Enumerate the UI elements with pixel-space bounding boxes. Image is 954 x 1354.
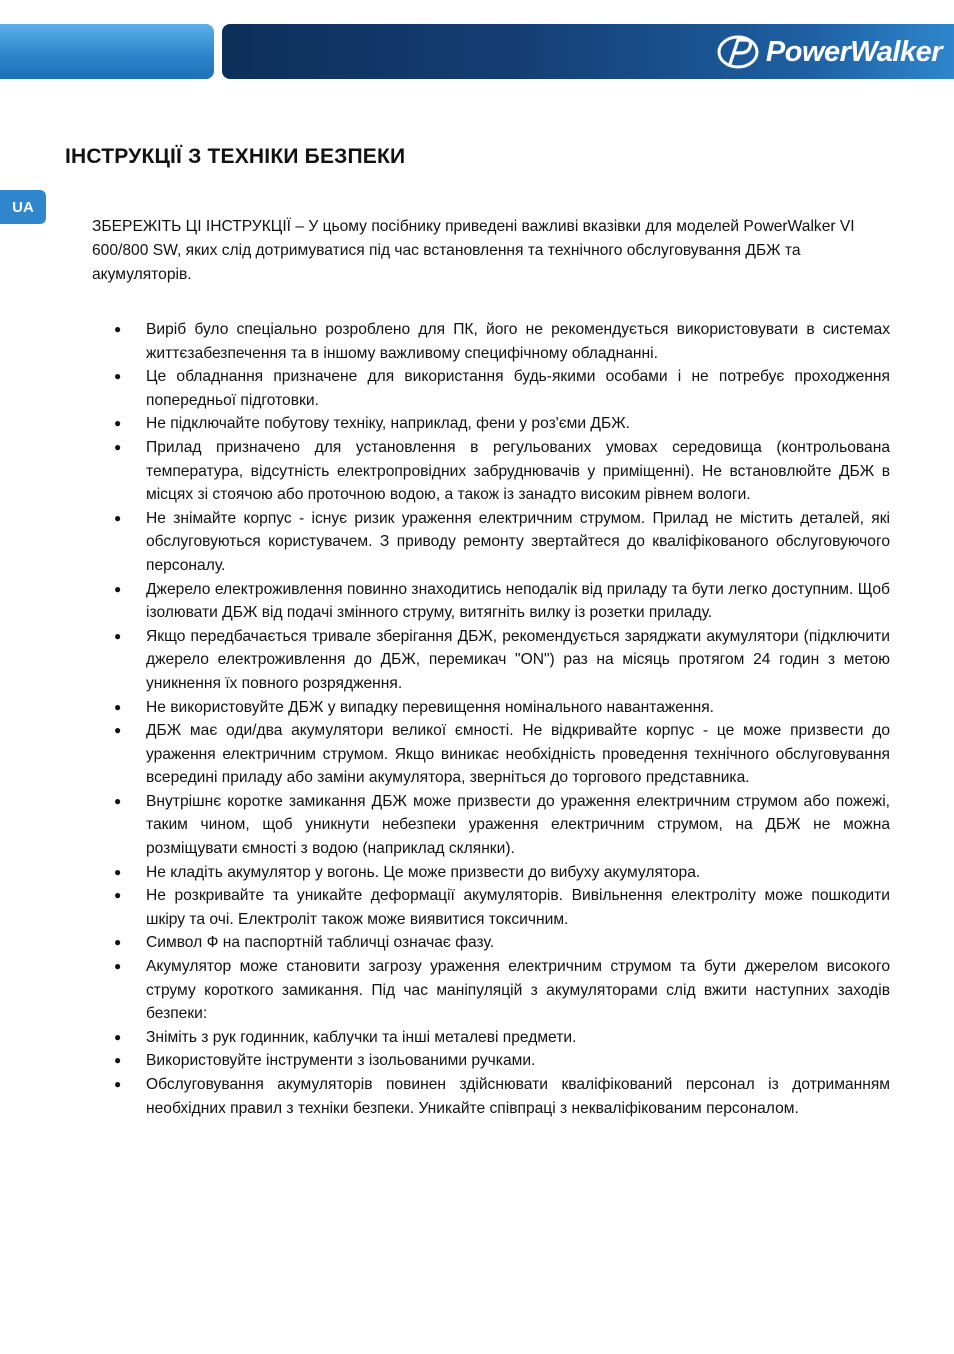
powerwalker-swoosh-icon bbox=[716, 34, 760, 70]
list-item bbox=[92, 1073, 890, 1120]
list-item bbox=[92, 1026, 890, 1050]
list-item-text: Не кладіть акумулятор у вогонь. Це може призвести до вибуху акумулятора. bbox=[146, 863, 701, 881]
bullet-icon: ● bbox=[114, 723, 122, 738]
list-item-text: Внутрішнє коротке замикання ДБЖ може призвести до ураження електричним струмом або пожежі, таким чином, щоб уникнути небезпеки ураження електричним струмом, на ДБЖ не можна розміщувати ємності з водою (наприклад склянки). bbox=[146, 792, 890, 858]
brand-logo bbox=[716, 33, 942, 71]
list-item bbox=[92, 578, 890, 625]
list-item-text: Не розкривайте та уникайте деформації акумуляторів. Вивільнення електроліту може пошкодити шкіру та очі. Електроліт також може виявитися токсичним. bbox=[146, 887, 890, 928]
list-item bbox=[92, 318, 890, 365]
brand-name: PowerWalker bbox=[765, 35, 942, 68]
header-right-bar bbox=[222, 24, 954, 79]
bullet-icon: ● bbox=[114, 581, 122, 596]
bullet-icon: ● bbox=[114, 369, 122, 384]
intro-paragraph: ЗБЕРЕЖІТЬ ЦІ ІНСТРУКЦІЇ – У цьому посібнику приведені важливі вказівки для моделей PowerWalker VI 600/800 SW, яких слід дотримуватися під час встановлення та технічного обслуговування ДБЖ та акумуляторів. bbox=[92, 218, 855, 283]
list-item bbox=[92, 412, 890, 436]
list-item-text: Не підключайте побутову техніку, наприклад, фени у роз'єми ДБЖ. bbox=[146, 415, 630, 433]
bullet-icon: ● bbox=[114, 1029, 122, 1044]
list-item-text: Використовуйте інструменти з ізольованими ручками. bbox=[146, 1052, 536, 1070]
bullet-icon: ● bbox=[114, 888, 122, 903]
bullet-icon: ● bbox=[114, 628, 122, 643]
list-item bbox=[92, 884, 890, 931]
bullet-icon: ● bbox=[114, 416, 122, 431]
bullet-icon: ● bbox=[114, 935, 122, 950]
list-item-text: Прилад призначено для установлення в регульованих умовах середовища (контрольована температура, відсутність електропровідних забруднювачів у приміщенні). Не встановлюйте ДБЖ в місцях зі стоячою або проточною водою, а також із занадто високим рівнем вологи. bbox=[146, 438, 890, 504]
bullet-icon: ● bbox=[114, 864, 122, 879]
bullet-icon: ● bbox=[114, 1077, 122, 1091]
header-left-bar bbox=[0, 24, 214, 79]
list-item bbox=[92, 790, 890, 861]
list-item-text: Джерело електроживлення повинно знаходитись неподалік від приладу та бути легко доступним. Щоб ізолювати ДБЖ від подачі змінного струму, витягніть вилку із розетки приладу. bbox=[146, 580, 890, 622]
list-item bbox=[92, 931, 890, 955]
list-item bbox=[92, 365, 890, 412]
list-item-text: Символ Ф на паспортній табличці означає фазу. bbox=[146, 934, 495, 952]
bullet-icon: ● bbox=[114, 793, 122, 808]
list-item-text: Обслуговування акумуляторів повинен здійснювати кваліфікований персонал із дотриманням необхідних правил з техніки безпеки. Уникайте співпраці з некваліфікованим персоналом. bbox=[146, 1076, 890, 1117]
bullet-icon: ● bbox=[114, 510, 122, 525]
list-item bbox=[92, 507, 890, 578]
list-item bbox=[92, 436, 890, 507]
list-item bbox=[92, 696, 890, 720]
list-item bbox=[92, 861, 890, 885]
list-item bbox=[92, 1049, 890, 1073]
list-item-text: Це обладнання призначене для використання будь-якими особами і не потребує проходження попередньої підготовки. bbox=[146, 368, 890, 409]
language-tab: UA bbox=[0, 190, 46, 224]
bullet-icon: ● bbox=[114, 322, 122, 336]
page-title: ІНСТРУКЦІЇ З ТЕХНІКИ БЕЗПЕКИ bbox=[65, 145, 406, 168]
bullet-icon: ● bbox=[114, 439, 122, 454]
safety-instructions-list bbox=[92, 318, 890, 1120]
bullet-icon: ● bbox=[114, 959, 122, 974]
list-item-text: ДБЖ має оди/два акумулятори великої ємності. Не відкривайте корпус - це може призвести до ураження електричним струмом. Якщо виникає необхідність проведення технічного обслуговування всередині приладу або заміни акумулятора, зверніться до торгового представника. bbox=[146, 722, 890, 787]
list-item-text: Акумулятор може становити загрозу ураження електричним струмом та бути джерелом високого струму короткого замикання. Під час маніпуляцій з акумуляторами слід вжити наступних заходів безпеки: bbox=[146, 958, 890, 1023]
list-item-text: Не знімайте корпус - існує ризик ураження електричним струмом. Прилад не містить деталей, які обслуговуються користувачем. З приводу ремонту звертайтеся до кваліфікованого обслуговуючого персоналу. bbox=[146, 509, 890, 574]
list-item-text: Якщо передбачається тривале зберігання ДБЖ, рекомендується заряджати акумулятори (підключити джерело електроживлення до ДБЖ, перемикач "ON") раз на місяць протягом 24 годин з метою уникнення їх повного розрядження. bbox=[146, 627, 890, 692]
bullet-icon: ● bbox=[114, 1053, 122, 1068]
bullet-icon: ● bbox=[114, 699, 122, 714]
list-item-text: Виріб було спеціально розроблено для ПК, його не рекомендується використовувати в системах життєзабезпечення та в іншому важливому специфічному обладнанні. bbox=[146, 321, 890, 362]
list-item bbox=[92, 625, 890, 696]
list-item bbox=[92, 719, 890, 790]
list-item bbox=[92, 955, 890, 1026]
list-item-text: Не використовуйте ДБЖ у випадку перевищення номінального навантаження. bbox=[146, 698, 714, 716]
list-item-text: Зніміть з рук годинник, каблучки та інші металеві предмети. bbox=[146, 1028, 577, 1046]
